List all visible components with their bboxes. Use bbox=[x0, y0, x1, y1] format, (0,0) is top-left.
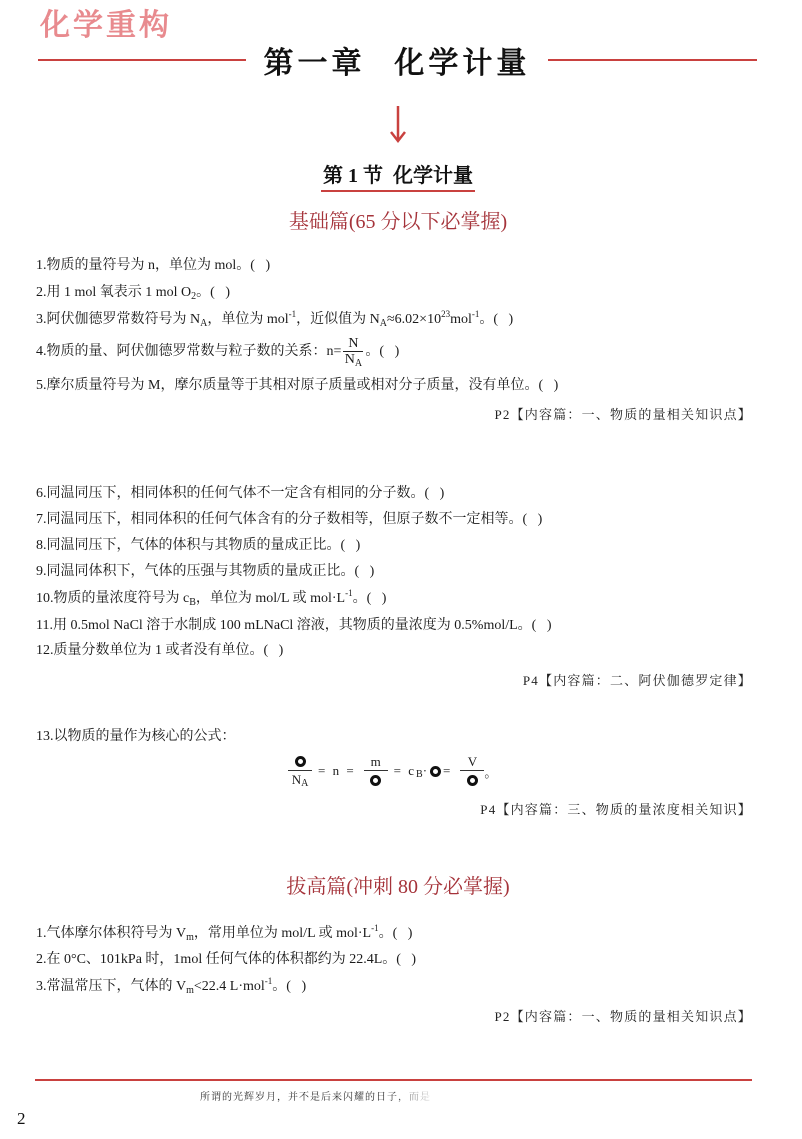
subscript: A bbox=[379, 318, 387, 329]
blank-circle-icon bbox=[370, 775, 381, 786]
chapter-rule-right bbox=[548, 59, 757, 61]
question-5 bbox=[36, 376, 558, 396]
question-13: 13.以物质的量作为核心的公式： bbox=[36, 729, 236, 744]
text-run: ，单位为 mol/L 或 mol·L bbox=[195, 591, 346, 606]
multiply-dot: · bbox=[422, 763, 428, 778]
avogadro-symbol: N bbox=[291, 772, 302, 787]
text-run: mol bbox=[450, 312, 472, 327]
advanced-heading: 拔高篇(冲刺 80 分必掌握) bbox=[286, 876, 510, 898]
fraction-numerator: N bbox=[343, 337, 363, 352]
superscript: 23 bbox=[441, 309, 451, 319]
subscript: A bbox=[354, 357, 363, 369]
text-run: 2.在 0°C、101kPa 时，1mol 任何气体的体积都约为 22.4L。( ) bbox=[36, 952, 417, 967]
superscript: -1 bbox=[288, 309, 297, 319]
question-9 bbox=[36, 562, 374, 582]
text-run: 。( ) bbox=[378, 926, 413, 941]
equals-concentration: = c bbox=[393, 763, 417, 778]
fraction-denominator bbox=[345, 352, 362, 368]
text-run: ，常用单位为 mol/L 或 mol·L bbox=[193, 926, 372, 941]
text-run: 9.同温同体积下，气体的压强与其物质的量成正比。( ) bbox=[36, 564, 375, 579]
text-run: 6.同温同压下，相同体积的任何气体不一定含有相同的分子数。( ) bbox=[36, 486, 445, 501]
formula-end-mark: 。 bbox=[484, 764, 498, 780]
text-run: 。( ) bbox=[352, 591, 387, 606]
question-text: 4.物质的量、阿伏伽德罗常数与粒子数的关系：n= bbox=[36, 344, 342, 359]
subscript: B bbox=[189, 597, 196, 608]
subscript: m bbox=[186, 985, 194, 996]
down-arrow-icon bbox=[388, 104, 408, 144]
fraction-volume-over-molar-volume bbox=[460, 753, 484, 789]
question-4 bbox=[36, 337, 399, 367]
text-run: 5.摩尔质量符号为 M，摩尔质量等于其相对原子质量或相对分子质量，没有单位。( ) bbox=[36, 378, 559, 393]
subscript: m bbox=[186, 932, 194, 943]
question-1 bbox=[36, 256, 270, 276]
question-12 bbox=[36, 641, 283, 661]
text-run: ≈6.02×10 bbox=[387, 312, 442, 327]
section-title: 第 1 节 化学计量 bbox=[321, 164, 475, 192]
text-run: 。( ) bbox=[272, 979, 307, 994]
advanced-question-2 bbox=[36, 950, 416, 970]
equals-sign: = bbox=[443, 763, 453, 778]
subscript: 2 bbox=[191, 291, 197, 302]
text-run: 1.气体摩尔体积符号为 V bbox=[36, 926, 187, 941]
chapter-title: 第一章 化学计量 bbox=[263, 46, 531, 81]
text-run: 。( ) bbox=[196, 285, 230, 300]
fraction-denominator bbox=[460, 771, 484, 789]
question-2 bbox=[36, 283, 230, 304]
basic-heading: 基础篇(65 分以下必掌握) bbox=[288, 211, 508, 233]
question-8 bbox=[36, 536, 360, 556]
superscript: -1 bbox=[345, 588, 353, 598]
question-suffix: 。( ) bbox=[365, 344, 400, 359]
fraction-mass-over-molar-mass bbox=[364, 753, 388, 789]
question-3 bbox=[36, 310, 513, 331]
text-run: 3.常温常压下，气体的 V bbox=[36, 979, 187, 994]
fraction-denominator bbox=[364, 771, 388, 789]
text-run: 7.同温同压下，相同体积的任何气体含有的分子数相等，但原子数不一定相等。( ) bbox=[36, 512, 543, 527]
text-run: 1.物质的量符号为 n，单位为 mol。( ) bbox=[36, 258, 271, 273]
chapter-rule-left bbox=[38, 59, 246, 61]
fraction-denominator bbox=[288, 771, 312, 789]
superscript: -1 bbox=[371, 923, 379, 933]
section-title-wrap bbox=[0, 164, 796, 192]
advanced-question-3 bbox=[36, 977, 306, 998]
reference-note: P4【内容篇：三、物质的量浓度相关知识】 bbox=[480, 802, 752, 817]
reference-note: P2【内容篇：一、物质的量相关知识点】 bbox=[494, 1009, 752, 1024]
blank-circle-icon bbox=[467, 775, 478, 786]
text-run: 3.阿伏伽德罗常数符号为 N bbox=[36, 312, 201, 327]
denominator-symbol: N bbox=[344, 351, 355, 367]
subscript: B bbox=[416, 768, 423, 780]
text-run: 10.物质的量浓度符号为 c bbox=[36, 591, 190, 606]
text-run: 8.同温同压下，气体的体积与其物质的量成正比。( ) bbox=[36, 538, 361, 553]
superscript: -1 bbox=[264, 976, 273, 986]
text-run: <22.4 L·mol bbox=[193, 979, 265, 994]
advanced-question-1 bbox=[36, 924, 412, 945]
text-run: 11.用 0.5mol NaCl 溶于水制成 100 mLNaCl 溶液，其物质的量浓度为 0.5%mol/L。( ) bbox=[36, 618, 552, 633]
text-run: 12.质量分数单位为 1 或者没有单位。( ) bbox=[36, 643, 284, 658]
text-run: ，单位为 mol bbox=[207, 312, 289, 327]
footer-rule bbox=[35, 1079, 752, 1081]
question-6 bbox=[36, 484, 444, 504]
subscript: A bbox=[301, 777, 309, 789]
question-10 bbox=[36, 589, 386, 610]
page-number: 2 bbox=[17, 1109, 26, 1128]
question-7 bbox=[36, 510, 542, 530]
subscript: A bbox=[200, 318, 208, 329]
equals-n-equals: = n = bbox=[318, 763, 356, 778]
fraction-particles-over-avogadro bbox=[288, 753, 312, 789]
text-run: 2.用 1 mol 氧表示 1 mol O bbox=[36, 285, 192, 300]
text-run: 。( ) bbox=[479, 312, 514, 327]
fraction-numerator: V bbox=[460, 753, 484, 771]
reference-note: P2【内容篇：一、物质的量相关知识点】 bbox=[494, 407, 752, 422]
text-run: ，近似值为 N bbox=[296, 312, 380, 327]
core-formula bbox=[288, 750, 497, 792]
blank-circle-icon bbox=[295, 756, 306, 767]
fraction-numerator: m bbox=[364, 753, 388, 771]
question-11 bbox=[36, 616, 552, 636]
footer-quote: 所谓的光辉岁月，并不是后来闪耀的日子，而是 bbox=[200, 1092, 431, 1103]
blank-circle-icon bbox=[430, 766, 441, 777]
fraction bbox=[343, 337, 363, 368]
reference-note: P4【内容篇：二、阿伏伽德罗定律】 bbox=[522, 673, 752, 688]
superscript: -1 bbox=[471, 309, 480, 319]
fraction-numerator bbox=[288, 753, 312, 771]
brand-logo-text: 化学重构 bbox=[40, 8, 172, 43]
